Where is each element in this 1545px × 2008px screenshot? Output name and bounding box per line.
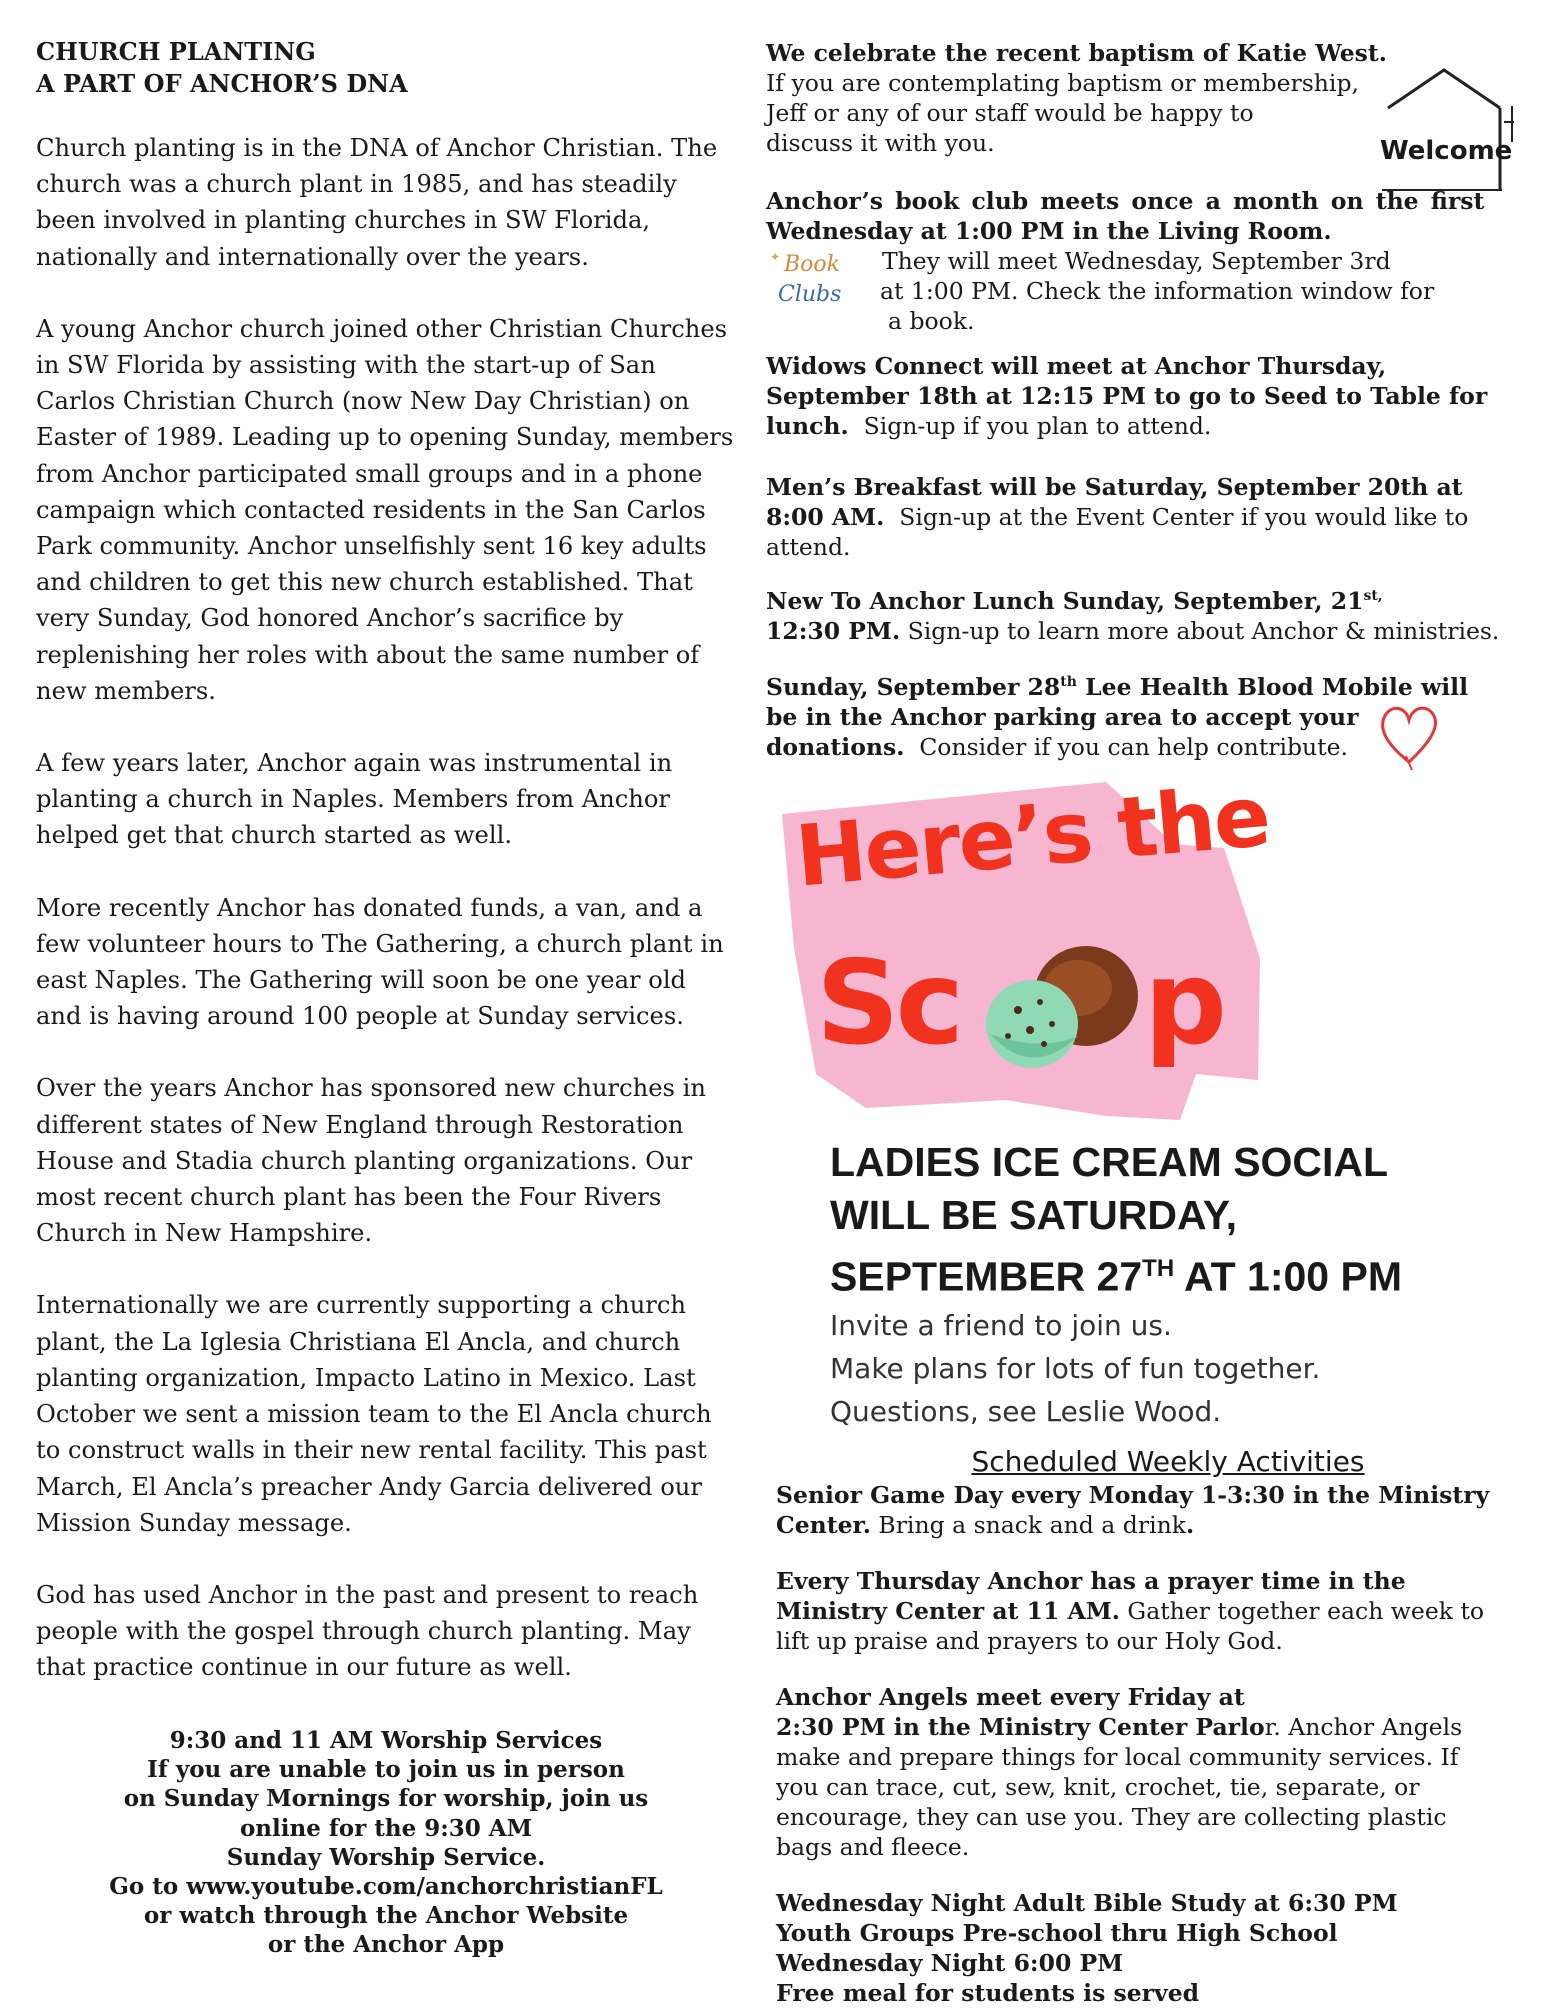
newto-text: Sign-up to learn more about Anchor & ministries. [900, 616, 1500, 645]
widows-headline: lunch. [766, 412, 849, 440]
bookclub-text: a book. [888, 307, 975, 335]
worship-line: 9:30 and 11 AM Worship Services [169, 1727, 603, 1754]
bookclub-headline: Wednesday at 1:00 PM in the Living Room. [766, 217, 1332, 245]
senior-text: Bring a snack and a drink [870, 1511, 1186, 1539]
wednesday-line: Wednesday Night Adult Bible Study at 6:30 PM [776, 1889, 1398, 1917]
angels-text: encourage, they can use you. They are collecting plastic [776, 1803, 1447, 1831]
bookclub-headline: Anchor’s book club meets once a month on the first [766, 187, 1485, 215]
star-icon: ✦ [770, 250, 781, 264]
social-headline: LADIES ICE CREAM SOCIAL [830, 1139, 1389, 1185]
new-to-anchor-notice [766, 581, 1510, 646]
worship-youtube-link[interactable]: Go to www.youtube.com/anchorchristianFL [109, 1873, 663, 1901]
baptism-text: Jeff or any of our staff would be happy to [766, 99, 1254, 127]
angels-text: make and prepare things for local community services. If [776, 1743, 1459, 1771]
book-club-logo [770, 250, 860, 320]
clubs-logo-text: Clubs [778, 282, 842, 307]
angels-text: you can trace, cut, sew, knit, crochet, tie, separate, or [776, 1773, 1420, 1801]
article-paragraph: A few years later, Anchor again was instrumental in planting a church in Naples. Members from Anchor helped get that church started as well. [36, 749, 673, 850]
social-headline: AT 1:00 PM [1174, 1253, 1402, 1300]
prayer-headline: Ministry Center at 11 AM. [776, 1597, 1120, 1625]
widows-text: Sign-up if you plan to attend. [848, 412, 1212, 440]
widows-headline: Widows Connect will meet at Anchor Thursday, [766, 352, 1387, 380]
scoop-headline-sc: Sc [816, 936, 961, 1071]
blood-headline: Sunday, September 28 [766, 672, 1061, 701]
wednesday-line: Wednesday Night 6:00 PM [776, 1949, 1124, 1977]
article-paragraph: Internationally we are currently supporting a church plant, the La Iglesia Christiana El Ancla, and church planting organization, Impacto Latino in Mexico. Last October we sent a mission team to the El Ancla church to construct walls in their new rental facility. This past March, El Ancla’s preacher Andy Garcia delivered our Mission Sunday message. [36, 1291, 712, 1537]
wednesday-line: Youth Groups Pre-school thru High School [776, 1919, 1338, 1947]
mens-text: attend. [766, 533, 851, 561]
blood-headline: Lee Health Blood Mobile will [1076, 672, 1468, 701]
angels-headline: Anchor Angels meet every Friday at [776, 1683, 1245, 1711]
scoop-headline-p: p [1144, 936, 1228, 1071]
social-sub: Invite a friend to join us. [830, 1308, 1172, 1342]
newto-sup: st, [1363, 588, 1383, 604]
worship-line: or watch through the Anchor Website [143, 1902, 629, 1930]
angels-text: r. Anchor Angels [1264, 1713, 1463, 1741]
senior-headline: Senior Game Day every Monday 1-3:30 in the Ministry [776, 1481, 1490, 1509]
mens-headline: 8:00 AM. [766, 503, 885, 531]
welcome-text: Welcome [1380, 136, 1513, 166]
worship-line: or the Anchor App [267, 1931, 505, 1959]
worship-line: Sunday Worship Service. [226, 1843, 546, 1871]
weekly-activities [766, 1444, 1510, 2008]
article-paragraph: Church planting is in the DNA of Anchor Christian. The church was a church plant in 1985, and has steadily been involved in planting churches in SW Florida, nationally and internationally over the years. [36, 134, 718, 271]
worship-line: If you are unable to join us in person [147, 1756, 625, 1784]
angels-text: bags and fleece. [776, 1833, 970, 1861]
left-column [36, 36, 736, 1722]
mens-headline: Men’s Breakfast will be Saturday, September 20th at [766, 473, 1463, 501]
article-subtitle: A PART OF ANCHOR’S DNA [36, 69, 408, 98]
article-paragraph: A young Anchor church joined other Christian Churches in SW Florida by assisting with the start-up of San Carlos Christian Church (now New Day Christian) on Easter of 1989. Leading up to opening Sunday, members from Anchor participated small groups and in a phone campaign which contacted residents in the San Carlos Park community. Anchor unselfishly sent 16 key adults and children to get this new church established. That very Sunday, God honored Anchor’s sacrifice by replenishing her roles with about the same number of new members. [36, 314, 734, 705]
blood-text: Consider if you can help contribute. [904, 732, 1349, 761]
wednesday-line: Free meal for students is served [776, 1979, 1200, 2007]
baptism-text: discuss it with you. [766, 129, 995, 157]
senior-headline: Center. [776, 1511, 871, 1539]
social-sup: TH [1142, 1255, 1175, 1282]
book-club-notice [766, 186, 1510, 338]
bookclub-text: at 1:00 PM. Check the information window for [880, 277, 1435, 305]
worship-line: on Sunday Mornings for worship, join us [123, 1785, 649, 1813]
prayer-headline: Every Thursday Anchor has a prayer time in the [776, 1567, 1406, 1595]
article-paragraph: Over the years Anchor has sponsored new churches in different states of New England through Restoration House and Stadia church planting organizations. Our most recent church plant has been the Four Rivers Church in New Hampshire. [36, 1074, 706, 1248]
prayer-text: Gather together each week to [1119, 1597, 1485, 1625]
prayer-text: lift up praise and prayers to our Holy God. [776, 1627, 1283, 1655]
mens-breakfast-notice [766, 472, 1510, 562]
article-paragraph: More recently Anchor has donated funds, a van, and a few volunteer hours to The Gathering, a church plant in east Naples. The Gathering will soon be one year old and is having around 100 people at Sunday services. [36, 893, 724, 1031]
welcome-house-icon [1378, 66, 1514, 198]
book-logo-text: Book [784, 252, 840, 277]
widows-connect-notice [766, 351, 1510, 441]
heart-icon [1376, 700, 1442, 772]
baptism-headline: We celebrate the recent baptism of Katie West. [766, 39, 1387, 67]
newto-headline: 12:30 PM. [766, 616, 901, 645]
widows-headline: September 18th at 12:15 PM to go to Seed to Table for [766, 382, 1488, 410]
baptism-text: If you are contemplating baptism or membership, [766, 69, 1359, 97]
angels-headline: 2:30 PM in the Ministry Center Parlo [776, 1713, 1265, 1741]
scoop-headline-line1: Here’s the [792, 766, 1273, 906]
worship-info [36, 1726, 736, 1960]
newto-headline: New To Anchor Lunch Sunday, September, 21 [766, 586, 1364, 615]
blood-sup: th [1060, 674, 1077, 690]
social-headline: SEPTEMBER 27 [830, 1253, 1143, 1300]
worship-line: online for the 9:30 AM [239, 1814, 533, 1842]
social-headline: WILL BE SATURDAY, [830, 1192, 1237, 1238]
scoop-graphic [776, 766, 1276, 1134]
mens-text: Sign-up at the Event Center if you would like to [884, 503, 1469, 531]
blood-headline: donations. [766, 732, 905, 761]
ladies-social-notice [766, 1136, 1510, 1433]
ice-cream-scoops-icon [982, 940, 1142, 1080]
article-paragraph: God has used Anchor in the past and present to reach people with the gospel through church planting. May that practice continue in our future as well. [36, 1580, 699, 1682]
social-sub: Questions, see Leslie Wood. [830, 1394, 1222, 1428]
article-title: CHURCH PLANTING [36, 37, 316, 66]
social-sub: Make plans for lots of fun together. [830, 1351, 1321, 1385]
senior-dot: . [1185, 1511, 1195, 1539]
weekly-title: Scheduled Weekly Activities [971, 1445, 1365, 1478]
blood-headline: be in the Anchor parking area to accept your [766, 702, 1359, 731]
bookclub-text: They will meet Wednesday, September 3rd [882, 247, 1391, 275]
